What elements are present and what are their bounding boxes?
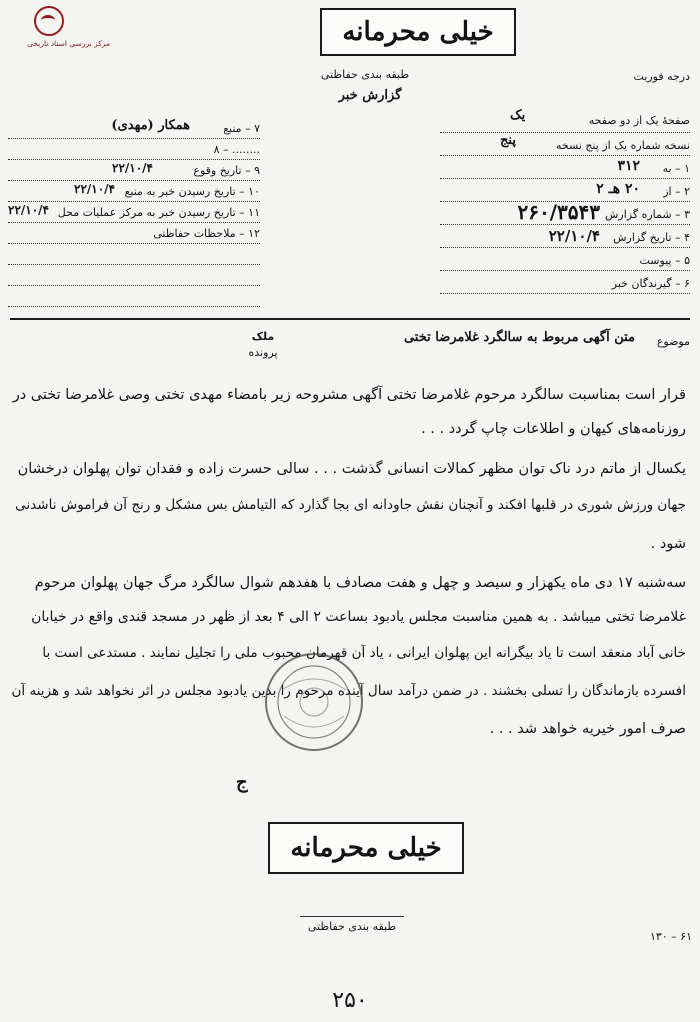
- field-row: [8, 139, 260, 160]
- subject-label: موضوع: [656, 335, 690, 348]
- round-seal-icon: [262, 650, 366, 754]
- field-row: [8, 118, 260, 139]
- field-label: صفحهٔ یک از دو صفحه: [588, 114, 690, 127]
- body-line: سه‌شنبه ۱۷ دی ماه یکهزار و سیصد و چهل و هفت مصادف با هفدهم شوال سالگرد مرگ جهان پهلوان مرحوم: [34, 575, 686, 591]
- header-classification-label: طبقه بندی حفاظتی: [320, 68, 410, 81]
- field-label: ۴ – تاریخ گزارش: [613, 231, 690, 244]
- field-row: [440, 156, 690, 179]
- body-line: صرف امور خیریه خواهد شد . . .: [489, 721, 686, 737]
- field-label: نسخه شماره یک از پنج نسخه: [556, 139, 690, 152]
- subject-text: متن آگهی مربوط به سالگرد غلامرضا تختی: [403, 330, 635, 345]
- bottom-classification-stamp: خیلی محرمانه: [268, 822, 464, 874]
- form-code: ۱۳۰ – ۶۱: [649, 930, 692, 943]
- field-label: ۱۱ – تاریخ رسیدن خبر به مرکز عملیات محل: [57, 206, 260, 219]
- field-label: ۳ – شماره گزارش: [604, 208, 690, 221]
- field-row: [8, 202, 260, 223]
- watermark: [10, 6, 110, 48]
- field-label: ۹ – تاریخ وقوع: [193, 164, 260, 177]
- body-line: غلامرضا تختی میباشد . به همین مناسبت مجلس یادبود بساعت ۲ الی ۴ بعد از ظهر در مسجد قندی واقع در خیابان: [31, 609, 686, 625]
- report-title: گزارش خبر: [338, 88, 402, 103]
- field-value: همکار (مهدی): [111, 118, 190, 133]
- field-label: ۲ – از: [663, 185, 690, 198]
- report-number-value: ۲۶۰/۳۵۴۳: [517, 200, 600, 224]
- body-line: یکسال از ماتم درد ناک توان مظهر کمالات انسانی گذشت . . . سالی حسرت زاده و فقدان توان پهلوان درخشان: [17, 461, 686, 477]
- footer-rule: [300, 916, 404, 917]
- field-label: ۸ – ........: [213, 143, 260, 156]
- initials: ج: [236, 772, 248, 793]
- page-number: ۲۵۰: [332, 988, 368, 1013]
- field-row: [440, 133, 690, 156]
- body-line: روزنامه‌های کیهان و اطلاعات چاپ گردد . . .: [421, 421, 686, 437]
- field-label: ۷ – منبع: [223, 122, 260, 135]
- blank-row: [8, 265, 260, 286]
- margin-note-2: پرونده: [248, 346, 278, 359]
- field-value: ۲۲/۱۰/۴: [8, 203, 49, 217]
- right-fields: [440, 108, 690, 294]
- priority-label: درجه فوریت: [633, 70, 690, 83]
- margin-note-1: ملک: [251, 330, 275, 343]
- body-line: خانی آباد منعقد است تا یاد بیگرانه این پهلوان ایرانی ، یاد آن قهرمان محبوب ملی را تجلیل نمایند . مستدعی است با: [42, 645, 686, 661]
- body-line: افسرده بازماندگان را تسلی بخشند . در ضمن درآمد سال آینده مرحوم را بدین یادبود مجلس در اثر نخواهد شد و هزینه آن: [11, 683, 686, 699]
- field-value: ۳۱۲: [617, 158, 640, 174]
- field-label: ۱ – به: [662, 162, 690, 175]
- field-row: [440, 271, 690, 294]
- body-line: جهان ورزش شوری در قلبها افکند و آنچنان نقش جاودانه ای بجا گذارد که التیامش بس مشکل و رنج آن فراموش ناشدنی: [15, 497, 686, 513]
- field-value: ۲۲/۱۰/۴: [112, 161, 153, 175]
- field-row: [8, 160, 260, 181]
- field-row: [440, 202, 690, 225]
- top-classification-stamp: خیلی محرمانه: [320, 8, 516, 56]
- field-label: ۱۰ – تاریخ رسیدن خبر به منبع: [124, 185, 260, 198]
- watermark-text: مرکز بررسی اسناد تاریخی: [27, 39, 110, 48]
- field-row: [8, 181, 260, 202]
- field-label: ۵ – پیوست: [639, 254, 690, 267]
- field-label: ۱۲ – ملاحظات حفاظتی: [153, 227, 260, 240]
- body-line: قرار است بمناسبت سالگرد مرحوم غلامرضا تختی آگهی مشروحه زیر بامضاء مهدی تختی وصی غلامرضا تختی در: [12, 387, 686, 403]
- left-fields: [8, 118, 260, 307]
- field-row: [8, 223, 260, 244]
- field-value: ۲۲/۱۰/۴: [548, 227, 600, 245]
- field-row: [440, 248, 690, 271]
- field-value: یک: [510, 108, 526, 123]
- blank-row: [8, 286, 260, 307]
- field-row: [440, 225, 690, 248]
- field-label: ۶ – گیرندگان خبر: [611, 277, 690, 290]
- field-value: ۲۰ هـ ۲: [596, 181, 640, 197]
- field-value: ۲۲/۱۰/۴: [74, 182, 115, 196]
- field-row: [440, 179, 690, 202]
- footer-classification-label: طبقه بندی حفاظتی: [307, 920, 397, 933]
- field-row: [440, 108, 690, 133]
- header-divider: [10, 318, 690, 320]
- field-value: پنج: [500, 133, 516, 148]
- archive-logo-icon: [34, 6, 64, 36]
- blank-row: [8, 244, 260, 265]
- body-line: شود .: [650, 536, 686, 552]
